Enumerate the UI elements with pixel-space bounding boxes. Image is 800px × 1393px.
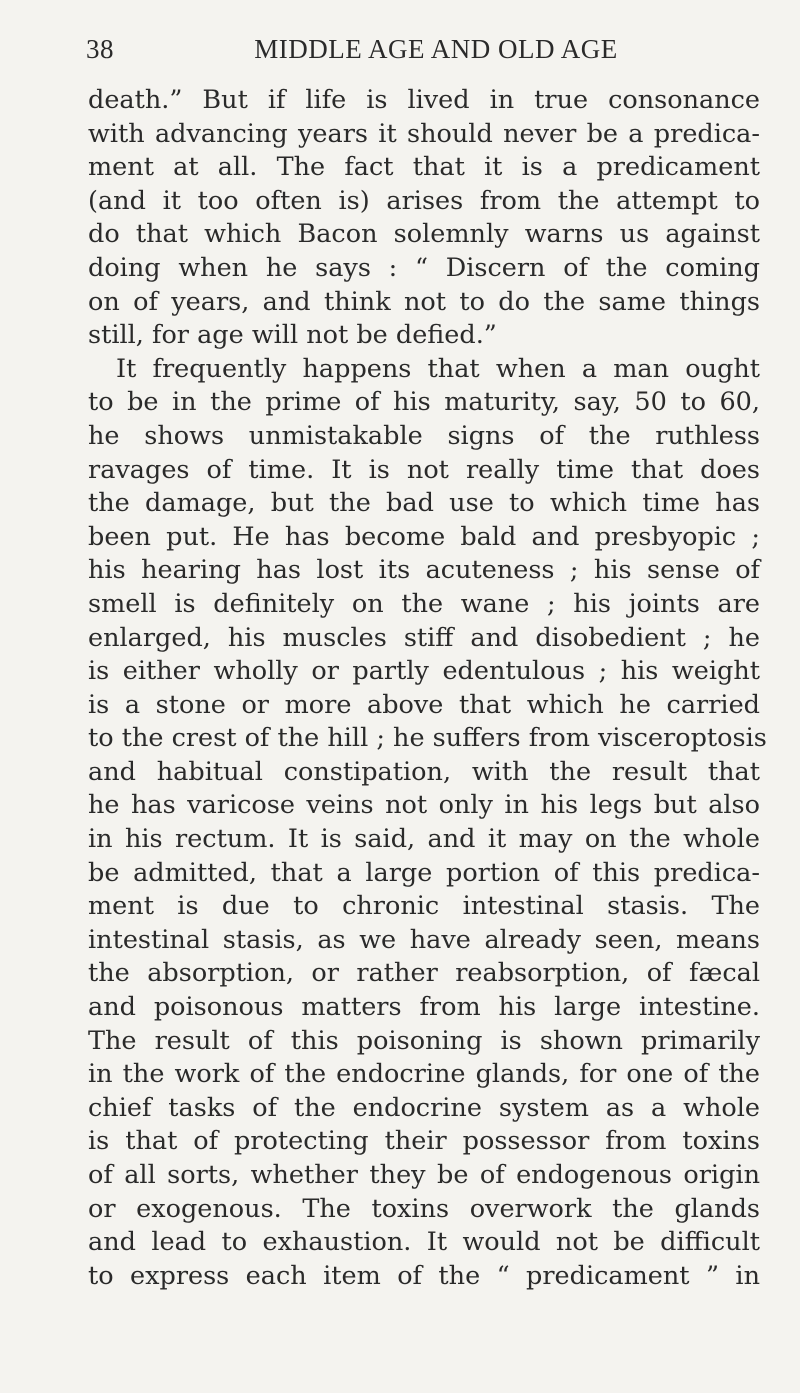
text-line: the absorption, or rather reabsorption, of fæcal [88, 958, 760, 989]
text-line: to express each item of the “ predicament ” in [88, 1260, 760, 1291]
text-line: the damage, but the bad use to which time has [88, 488, 760, 519]
text-line: is that of protecting their possessor from toxins [88, 1126, 760, 1157]
page-number: 38 [86, 34, 114, 64]
text-line: been put. He has become bald and presbyopic ; [88, 521, 760, 552]
running-head [86, 34, 758, 74]
text-line: is either wholly or partly edentulous ; his weight [88, 656, 760, 687]
text-line: to be in the prime of his maturity, say, 50 to 60, [88, 387, 760, 418]
text-line: in the work of the endocrine glands, for one of the [88, 1059, 760, 1090]
text-line: ment at all. The fact that it is a predicament [88, 152, 760, 183]
text-line: smell is definitely on the wane ; his joints are [88, 588, 760, 619]
text-line: of all sorts, whether they be of endogenous origin [88, 1160, 760, 1190]
text-line: with advancing years it should never be a predica- [88, 118, 760, 149]
text-line: his hearing has lost its acuteness ; his sense of [88, 555, 760, 586]
text-line: on of years, and think not to do the same things [88, 286, 760, 317]
text-line: to the crest of the hill ; he suffers from visceroptosis [88, 723, 767, 754]
text-line: be admitted, that a large portion of this predica- [88, 857, 760, 888]
text-line: and habitual constipation, with the result that [88, 756, 760, 787]
text-line: chief tasks of the endocrine system as a whole [88, 1092, 760, 1123]
text-line: death.” But if life is lived in true consonance [88, 85, 760, 115]
text-line: It frequently happens that when a man ought [116, 353, 760, 384]
text-line: and poisonous matters from his large intestine. [88, 992, 760, 1023]
text-line: (and it too often is) arises from the attempt to [88, 185, 760, 216]
text-line: ment is due to chronic intestinal stasis. The [88, 891, 760, 922]
running-title: MIDDLE AGE AND OLD AGE [254, 34, 618, 64]
text-line: intestinal stasis, as we have already seen, means [88, 924, 760, 955]
text-line: in his rectum. It is said, and it may on the whole [88, 824, 760, 855]
text-line: The result of this poisoning is shown primarily [88, 1025, 760, 1056]
body-text [88, 84, 767, 1293]
text-line: do that which Bacon solemnly warns us against [88, 219, 760, 250]
text-line: ravages of time. It is not really time that does [88, 454, 760, 485]
text-line: still, for age will not be defied.” [88, 320, 497, 351]
text-line: he has varicose veins not only in his legs but also [88, 790, 760, 821]
text-line: or exogenous. The toxins overwork the glands [88, 1193, 760, 1224]
text-line: is a stone or more above that which he carried [88, 689, 760, 720]
text-line: enlarged, his muscles stiff and disobedient ; he [88, 622, 760, 653]
text-line: doing when he says : “ Discern of the coming [88, 252, 760, 283]
text-line: he shows unmistakable signs of the ruthless [88, 420, 760, 451]
text-line: and lead to exhaustion. It would not be difficult [88, 1227, 760, 1258]
